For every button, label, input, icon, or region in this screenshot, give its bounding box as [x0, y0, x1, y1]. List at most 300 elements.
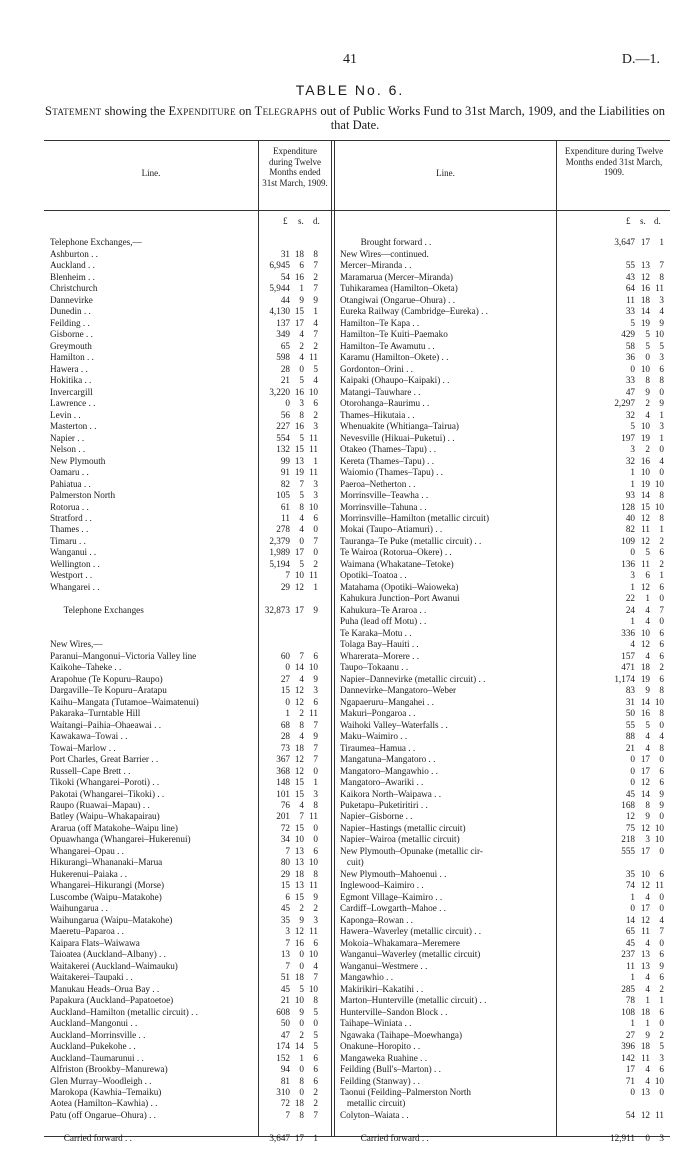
table-row	[340, 272, 666, 284]
table-row	[340, 1098, 666, 1110]
pence-value: 6	[313, 1075, 318, 1086]
table-row	[340, 375, 666, 387]
line-name: Taupo–Tokaanu . .	[340, 662, 409, 673]
line-name: New Plymouth–Opunake (metallic cir-	[340, 845, 483, 856]
statement-text: on	[235, 104, 255, 118]
line-name: Kaihu–Mangata (Tutamoe–Waimatenui)	[50, 696, 199, 707]
shillings-value: 6	[645, 570, 650, 581]
table-row	[340, 995, 666, 1007]
table-row	[340, 834, 666, 846]
column-divider	[334, 140, 335, 1136]
pence-value: 3	[659, 352, 664, 363]
pence-value: 0	[313, 1018, 318, 1029]
table-row	[50, 318, 320, 330]
line-name: Mangawhio . .	[340, 972, 394, 983]
line-name: Ashburton . .	[50, 248, 98, 259]
pence-value: 6	[659, 765, 664, 776]
pence-value: 8	[313, 868, 318, 879]
pence-value: 10	[654, 1075, 664, 1086]
table-row	[50, 249, 320, 261]
shillings-value: 17	[294, 604, 304, 615]
shillings-value: 15	[294, 777, 304, 788]
shillings-value: 5	[645, 340, 650, 351]
table-row	[50, 880, 320, 892]
pounds-value: 29	[280, 581, 290, 592]
shillings-value: 9	[645, 1029, 650, 1040]
shillings-value: 13	[640, 949, 650, 960]
pence-value: 6	[659, 650, 664, 661]
pence-value: 1	[659, 432, 664, 443]
table-row	[50, 433, 320, 445]
line-name: Carried forward . .	[50, 1132, 132, 1143]
pence-value: 9	[313, 731, 318, 742]
table-row	[340, 1087, 666, 1099]
table-row	[340, 582, 666, 594]
table-row	[340, 903, 666, 915]
table-row	[50, 1110, 320, 1122]
pence-value: 11	[309, 352, 318, 363]
statement-text: out of Public Works Fund to 31st March, 1909, and the Liabilities on that Date.	[317, 104, 665, 132]
table-row	[50, 582, 320, 594]
pence-value: 2	[313, 1098, 318, 1109]
table-row	[50, 869, 320, 881]
table-row	[340, 237, 666, 249]
pounds-value: 0	[285, 398, 290, 409]
line-name: Otangiwai (Ongarue–Ohura) . .	[340, 294, 456, 305]
pounds-value: 94	[280, 1064, 290, 1075]
table-row	[340, 559, 666, 571]
shillings-value: 19	[640, 478, 650, 489]
shillings-value: 8	[299, 719, 304, 730]
shillings-header: s.	[298, 216, 304, 226]
pounds-value: 50	[280, 1018, 290, 1029]
table-row	[50, 995, 320, 1007]
line-name: Oamaru . .	[50, 467, 89, 478]
pence-value: 3	[313, 421, 318, 432]
shillings-value: 12	[640, 1109, 650, 1120]
pence-value: 10	[654, 478, 664, 489]
pounds-value: 54	[625, 1109, 635, 1120]
pounds-value: 73	[280, 742, 290, 753]
pounds-value: 2,297	[614, 398, 635, 409]
pence-value: 5	[313, 1041, 318, 1052]
line-name: Kereta (Thames–Tapu) . .	[340, 455, 434, 466]
shillings-value: 4	[299, 800, 304, 810]
line-name: Egmont Village–Kaimiro . .	[340, 891, 443, 902]
table-row	[50, 1007, 320, 1019]
shillings-value: 0	[299, 363, 304, 374]
table-row	[50, 410, 320, 422]
pounds-value: 29	[280, 868, 290, 879]
pounds-value: 12	[625, 811, 635, 822]
table-row	[340, 1030, 666, 1042]
pounds-header: £	[626, 216, 631, 226]
line-name: Auckland–Hamilton (metallic circuit) . .	[50, 1006, 198, 1017]
shillings-value: 4	[645, 604, 650, 615]
pence-value: 11	[655, 1109, 664, 1120]
pounds-value: 72	[280, 822, 290, 833]
pounds-value: 218	[621, 834, 635, 845]
table-row	[50, 662, 320, 674]
line-name: New Plymouth	[50, 455, 106, 466]
line-name: Inglewood–Kaimiro . .	[340, 880, 424, 891]
line-name: Kaipara Flats–Waiwawa	[50, 937, 140, 948]
pence-value: 9	[659, 788, 664, 799]
shillings-value: 16	[640, 283, 650, 294]
pounds-value: 14	[625, 914, 635, 925]
table-row	[50, 708, 320, 720]
line-name: Tuhikaramea (Hamilton–Oketa)	[340, 283, 458, 294]
pounds-value: 7	[285, 1109, 290, 1120]
expenditure-column-header: Expenditure during Twelve Months ended 31st March, 1909.	[564, 146, 664, 177]
shillings-value: 16	[294, 937, 304, 948]
shillings-value: 14	[640, 788, 650, 799]
pence-value: 6	[313, 513, 318, 523]
table-row	[50, 926, 320, 938]
pence-value: 11	[309, 811, 318, 822]
pounds-value: 28	[280, 363, 290, 374]
shillings-value: 17	[640, 754, 650, 765]
table-row	[50, 306, 320, 318]
table-header-rule	[44, 210, 670, 211]
line-name: Auckland . .	[50, 260, 95, 271]
pence-value: 11	[309, 926, 318, 937]
line-name: Raupo (Ruawai–Mapau) . .	[50, 800, 150, 810]
table-row	[340, 869, 666, 881]
line-name: Pahiatua . .	[50, 478, 91, 489]
table-row	[50, 536, 320, 548]
table-row	[340, 662, 666, 674]
page-reference: D.—1.	[621, 52, 660, 67]
pence-value: 3	[659, 1052, 664, 1063]
pounds-value: 598	[276, 352, 290, 363]
pounds-value: 6	[285, 891, 290, 902]
table-row	[50, 1133, 320, 1145]
pounds-value: 51	[280, 972, 290, 983]
pence-value: 7	[313, 742, 318, 753]
pence-value: 6	[313, 398, 318, 409]
pounds-value: 88	[625, 731, 635, 742]
table-row	[340, 846, 666, 858]
pounds-value: 201	[276, 811, 290, 822]
line-name: Opuawhanga (Whangarei–Hukerenui)	[50, 834, 191, 845]
pence-value: 8	[659, 685, 664, 696]
shillings-value: 15	[294, 444, 304, 455]
pence-value: 0	[659, 891, 664, 902]
line-name: Pakaraka–Turntable Hill	[50, 708, 141, 719]
pence-value: 7	[313, 260, 318, 271]
line-name: Glen Murray–Woodleigh . .	[50, 1075, 152, 1086]
shillings-value: 13	[640, 260, 650, 271]
pounds-value: 93	[625, 490, 635, 501]
pounds-value: 72	[280, 1098, 290, 1109]
table-row	[340, 754, 666, 766]
pence-value: 8	[313, 995, 318, 1006]
table-row	[340, 926, 666, 938]
shillings-value: 1	[299, 283, 304, 294]
line-name: Maku–Waimiro . .	[340, 731, 408, 742]
line-name: Wellington . .	[50, 558, 100, 569]
shillings-value: 14	[294, 662, 304, 673]
pounds-value: 45	[625, 937, 635, 948]
pence-value: 6	[659, 547, 664, 558]
table-row	[50, 892, 320, 904]
line-name: Maramarua (Mercer–Miranda)	[340, 271, 453, 282]
line-column-header: Line.	[141, 168, 161, 178]
shillings-value: 4	[645, 650, 650, 661]
line-name: Hamilton–Te Kuiti–Paemako	[340, 329, 448, 340]
table-row	[50, 766, 320, 778]
pounds-value: 1	[630, 478, 635, 489]
line-name: Waihungarua (Waipu–Matakohe)	[50, 914, 173, 925]
table-row	[340, 1133, 666, 1145]
pounds-value: 101	[276, 788, 290, 799]
pence-value: 10	[308, 949, 318, 960]
line-name: Nevesville (Hikuai–Puketui) . .	[340, 432, 455, 443]
shillings-value: 11	[641, 524, 650, 535]
pence-value: 3	[659, 421, 664, 432]
pounds-value: 47	[625, 386, 635, 397]
pounds-value: 36	[625, 352, 635, 363]
line-name: Christchurch	[50, 283, 98, 294]
shillings-value: 16	[294, 386, 304, 397]
table-row	[50, 1076, 320, 1088]
pence-value: 9	[659, 398, 664, 409]
line-name: Auckland–Pukekohe . .	[50, 1041, 136, 1052]
pence-value: 0	[659, 1087, 664, 1097]
table-row	[340, 857, 666, 869]
pence-value: 4	[659, 306, 664, 317]
pounds-value: 60	[280, 650, 290, 661]
shillings-value: 15	[294, 822, 304, 833]
shillings-value: 16	[294, 421, 304, 432]
line-name: Puha (lead off Motu) . .	[340, 616, 427, 627]
table-row	[50, 524, 320, 536]
pounds-value: 1,989	[269, 547, 290, 558]
pounds-value: 1	[630, 581, 635, 592]
shillings-value: 2	[299, 903, 304, 914]
shillings-value: 0	[299, 1087, 304, 1097]
shillings-value: 12	[294, 696, 304, 707]
pounds-value: 0	[630, 547, 635, 558]
shillings-value: 3	[299, 398, 304, 409]
pounds-value: 33	[625, 375, 635, 386]
table-row	[50, 949, 320, 961]
line-name: Wanganui–Westmere . .	[340, 960, 428, 971]
pounds-value: 0	[630, 1087, 635, 1097]
shillings-value: 14	[640, 306, 650, 317]
pence-value: 2	[659, 662, 664, 673]
line-name: Papakura (Auckland–Papatoetoe)	[50, 995, 174, 1006]
pence-value: 6	[313, 1064, 318, 1075]
shillings-value: 15	[294, 891, 304, 902]
pence-value: 9	[313, 673, 318, 684]
pounds-value: 278	[276, 524, 290, 535]
pence-value: 9	[313, 294, 318, 305]
line-name: Brought forward . .	[340, 237, 432, 248]
shillings-value: 4	[645, 937, 650, 948]
shillings-value: 13	[294, 455, 304, 466]
pence-value: 2	[313, 1087, 318, 1097]
line-name: Hunterville–Sandon Block . .	[340, 1006, 448, 1017]
line-name: Port Charles, Great Barrier . .	[50, 754, 159, 765]
shillings-value: 8	[645, 800, 650, 810]
pounds-value: 65	[625, 926, 635, 937]
pence-value: 11	[309, 432, 318, 443]
pounds-value: 58	[625, 340, 635, 351]
pence-value: 2	[313, 340, 318, 351]
table-row	[50, 961, 320, 973]
pence-value: 1	[313, 1132, 318, 1143]
line-name: Telephone Exchanges,—	[50, 237, 142, 248]
shillings-value: 4	[645, 1075, 650, 1086]
shillings-value: 17	[640, 765, 650, 776]
pounds-value: 82	[280, 478, 290, 489]
pence-value: 5	[313, 363, 318, 374]
shillings-value: 8	[299, 409, 304, 420]
line-name: Waitangi–Paihia–Ohaeawai . .	[50, 719, 162, 730]
pence-value: 2	[659, 535, 664, 546]
line-name: Marokopa (Kawhia–Temaiku)	[50, 1087, 162, 1097]
pounds-value: 142	[621, 1052, 635, 1063]
shillings-value: 8	[299, 501, 304, 512]
shillings-value: 16	[294, 271, 304, 282]
pence-value: 7	[659, 260, 664, 271]
shillings-value: 18	[640, 1006, 650, 1017]
line-name: Te Karaka–Motu . .	[340, 627, 412, 638]
pence-value: 0	[313, 524, 318, 535]
pence-value: 0	[659, 719, 664, 730]
line-name: Mangaweka Ruahine . .	[340, 1052, 427, 1063]
pence-value: 10	[308, 501, 318, 512]
pence-value: 0	[659, 593, 664, 604]
pence-value: 8	[313, 800, 318, 810]
pence-value: 9	[659, 960, 664, 971]
pounds-value: 0	[630, 777, 635, 788]
table-row	[50, 329, 320, 341]
pence-value: 11	[655, 283, 664, 294]
shillings-value: 15	[294, 306, 304, 317]
pence-value: 4	[659, 914, 664, 925]
pounds-value: 1	[630, 616, 635, 627]
pence-value: 2	[313, 271, 318, 282]
line-name: Napier–Wairoa (metallic circuit)	[340, 834, 460, 845]
pounds-value: 13	[280, 949, 290, 960]
pounds-value: 349	[276, 329, 290, 340]
pence-value: 2	[313, 409, 318, 420]
table-row	[340, 593, 666, 605]
pounds-value: 4,130	[269, 306, 290, 317]
pounds-value: 7	[285, 937, 290, 948]
pounds-value: 65	[280, 340, 290, 351]
pounds-value: 396	[621, 1041, 635, 1052]
pence-value: 3	[313, 490, 318, 501]
table-row	[50, 685, 320, 697]
pounds-value: 1	[285, 708, 290, 719]
pence-value: 0	[659, 386, 664, 397]
table-row	[50, 605, 320, 617]
table-row	[340, 456, 666, 468]
line-name: Matangi–Tauwhare . .	[340, 386, 421, 397]
table-row	[50, 800, 320, 812]
table-row	[50, 490, 320, 502]
pence-value: 0	[313, 765, 318, 776]
line-name: Towai–Marlow . .	[50, 742, 116, 753]
line-name: Kaipaki (Ohaupo–Kaipaki) . .	[340, 375, 450, 386]
pounds-value: 21	[280, 375, 290, 386]
pounds-value: 136	[621, 558, 635, 569]
table-row	[50, 628, 320, 640]
table-row	[50, 1018, 320, 1030]
pounds-value: 310	[276, 1087, 290, 1097]
table-row	[50, 1087, 320, 1099]
table-row	[340, 651, 666, 663]
pounds-value: 429	[621, 329, 635, 340]
shillings-value: 12	[294, 765, 304, 776]
pounds-value: 75	[625, 822, 635, 833]
shillings-value: 16	[640, 455, 650, 466]
shillings-value: 4	[645, 972, 650, 983]
line-name: Feilding (Stanway) . .	[340, 1075, 420, 1086]
line-name: Taonui (Feilding–Palmerston North	[340, 1087, 472, 1097]
pounds-value: 35	[625, 868, 635, 879]
line-name: Te Wairoa (Rotorua–Okere) . .	[340, 547, 452, 558]
shillings-value: 1	[645, 1018, 650, 1029]
line-name: Dargaville–Te Kopuru–Aratapu	[50, 685, 167, 696]
line-name: Makuri–Pongaroa . .	[340, 708, 416, 719]
line-name: Rotorua . .	[50, 501, 89, 512]
pounds-value: 35	[280, 914, 290, 925]
pence-value: 6	[659, 1064, 664, 1075]
shillings-value: 4	[645, 891, 650, 902]
pounds-value: 27	[625, 1029, 635, 1040]
shillings-value: 12	[294, 581, 304, 592]
table-row	[50, 444, 320, 456]
pounds-value: 45	[625, 788, 635, 799]
pence-value: 0	[659, 444, 664, 455]
pence-value: 8	[659, 742, 664, 753]
table-row	[50, 984, 320, 996]
line-name: Dunedin . .	[50, 306, 91, 317]
shillings-value: 13	[294, 857, 304, 868]
line-name: Hamilton . .	[50, 352, 94, 363]
table-row	[50, 364, 320, 376]
line-name: Arapohue (Te Kopuru–Raupo)	[50, 673, 163, 684]
pounds-value: 109	[621, 535, 635, 546]
line-name: Blenheim . .	[50, 271, 95, 282]
pence-value: 1	[659, 237, 664, 248]
line-name: Westport . .	[50, 570, 93, 581]
line-name: Auckland–Taumarunui . .	[50, 1052, 144, 1063]
line-name: Napier–Hastings (metallic circuit)	[340, 822, 466, 833]
line-name: Wharerata–Morere . .	[340, 650, 420, 661]
shillings-value: 12	[294, 685, 304, 696]
table-row	[50, 513, 320, 525]
line-name: Feilding (Bull's–Marton) . .	[340, 1064, 441, 1075]
pounds-value: 368	[276, 765, 290, 776]
table-row	[50, 502, 320, 514]
pounds-value: 174	[276, 1041, 290, 1052]
table-row	[340, 766, 666, 778]
shillings-value: 0	[299, 535, 304, 546]
pence-value: 7	[313, 329, 318, 340]
table-row	[50, 352, 320, 364]
shillings-value: 10	[640, 467, 650, 478]
line-name: cuit)	[340, 857, 364, 868]
shillings-value: 4	[645, 1064, 650, 1075]
table-row	[340, 329, 666, 341]
line-name: Pakotai (Whangarei–Tikoki) . .	[50, 788, 165, 799]
